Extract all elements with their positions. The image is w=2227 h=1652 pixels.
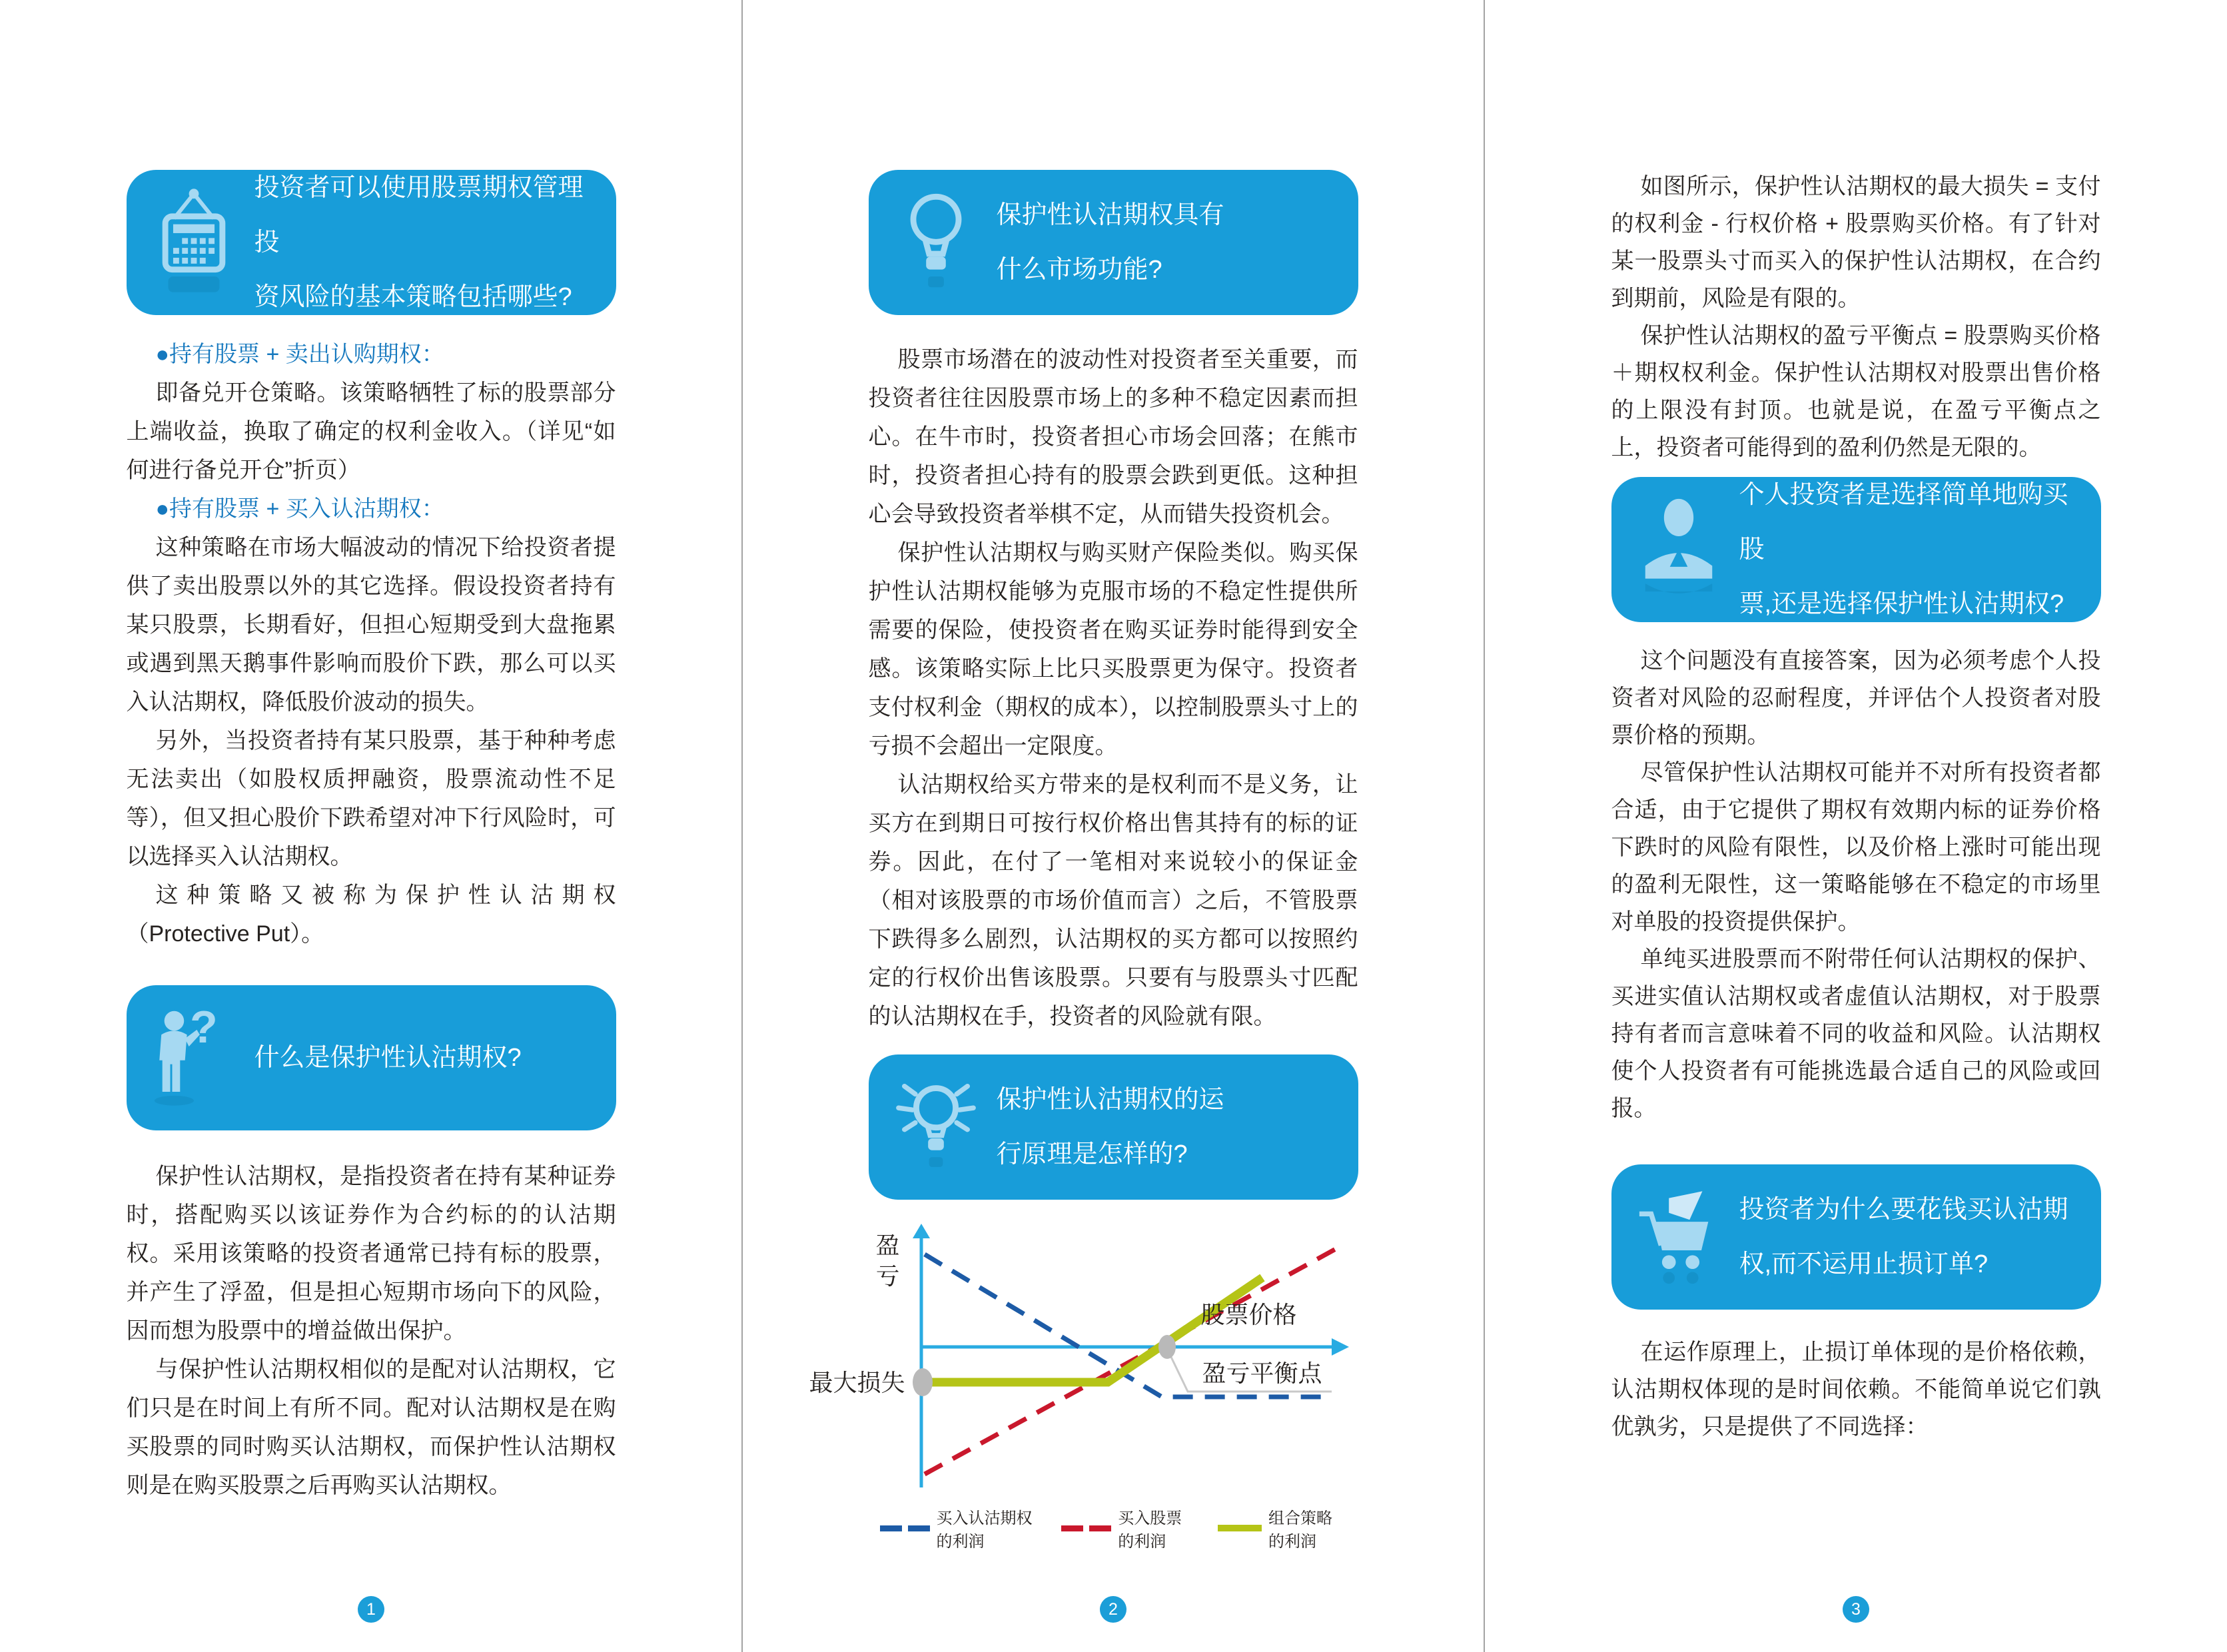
person-question-icon (144, 1001, 244, 1114)
strategy-heading-covered-call: ●持有股票 + 卖出认购期权： (155, 342, 444, 367)
paragraph: 股票市场潜在的波动性对投资者至关重要，而投资者往往因股票市场上的多种不稳定因素而担心。在牛市时，投资者担心市场会回落；在熊市时，投资者担心持有的股票会跌到更低。这种担心会导致投资者举棋不定，从而错失投资机会。 (868, 347, 1358, 527)
paragraph: 在运作原理上，止损订单体现的是价格依赖，认沽期权体现的是时间依赖。不能简单说它们孰优孰劣，只是提供了不同选择： (1611, 1340, 2101, 1440)
stock-line-swatch (1061, 1525, 1111, 1531)
max-loss-dot (913, 1368, 933, 1396)
paragraph: 尽管保护性认沽期权可能并不对所有投资者都合适，由于它提供了期权有效期内标的证券价格下跌时的风险有限性，以及价格上涨时可能出现的盈利无限性，这一策略能够在不稳定的市场里对单股的投资提供保护。 (1611, 760, 2101, 935)
question-title-line: 个人投资者是选择简单地购买股 (1739, 481, 2068, 564)
bust-icon-reflection (1645, 584, 1712, 594)
question-title (254, 1031, 522, 1085)
question-title-line: 什么是保护性认沽期权? (254, 1044, 522, 1072)
legend-item-put (880, 1505, 1039, 1551)
paragraph: 与保护性认沽期权相似的是配对认沽期权，它们只是在时间上有所不同。配对认沽期权是在购买股票的同时购买认沽期权，而保护性认沽期权则是在购买股票之后再购买认沽期权。 (126, 1357, 616, 1498)
combo-line-swatch (1218, 1525, 1262, 1531)
shopping-cart-icon (1629, 1180, 1729, 1294)
question-title-line: 保护性认沽期权的运 (996, 1086, 1224, 1114)
put-line-swatch (880, 1525, 930, 1531)
question-box-stock-or-protective-put (1611, 477, 2101, 622)
question-title-line: 票,还是选择保护性认沽期权? (1739, 590, 2064, 618)
question-box-market-function (869, 170, 1358, 315)
x-axis-arrow (1332, 1338, 1349, 1356)
y-axis-label: 盈亏 (875, 1232, 900, 1290)
svg-text:?: ? (189, 1002, 218, 1053)
panel-3 (1485, 0, 2227, 1652)
question-title (1739, 1182, 2068, 1292)
page-number-badge: 3 (1843, 1596, 1869, 1623)
question-title-line: 权,而不运用止损订单? (1739, 1250, 1989, 1278)
question-title (997, 1072, 1224, 1182)
paragraph: 这种策略又被称为保护性认沽期权（Protective Put）。 (126, 883, 616, 947)
chart-legend (869, 1505, 1358, 1551)
strategy-heading-protective-put: ●持有股票 + 买入认沽期权： (155, 496, 444, 522)
legend-label: 买入股票的利润 (1118, 1509, 1182, 1551)
question-title (997, 188, 1224, 297)
y-axis-arrow (913, 1224, 930, 1238)
lightbulb-rays-icon-reflection (929, 1157, 943, 1167)
payoff-chart (799, 1222, 1385, 1489)
panel-2 (742, 0, 1484, 1652)
lightbulb-icon-reflection (928, 276, 944, 287)
calendar-icon-reflection (168, 276, 219, 292)
max-loss-label: 最大损失 (809, 1369, 905, 1396)
lightbulb-icon (886, 186, 986, 299)
person-icon-reflection (154, 1096, 193, 1106)
investor-bust-icon (1629, 493, 1729, 606)
x-axis-label: 股票价格 (1200, 1301, 1297, 1328)
legend-label: 组合策略的利润 (1268, 1509, 1332, 1551)
question-title (1739, 468, 2086, 631)
question-title-line: 什么市场功能? (996, 256, 1162, 284)
paragraph: 这个问题没有直接答案，因为必须考虑个人投资者对风险的忍耐程度，并评估个人投资者对股票价格的预期。 (1611, 648, 2101, 748)
question-box-what-is-protective-put (127, 985, 616, 1130)
paragraph: 保护性认沽期权，是指投资者在持有某种证券时，搭配购买以该证券作为合约标的的认沽期权。采用该策略的投资者通常已持有标的股票，并产生了浮盈，但是担心短期市场向下的风险，因而想为股票中的增益做出保护。 (126, 1164, 616, 1344)
paragraph: 这种策略在市场大幅波动的情况下给投资者提供了卖出股票以外的其它选择。假设投资者持有某只股票，长期看好，但担心短期受到大盘拖累或遇到黑天鹅事件影响而股价下跌，那么可以买入认沽期权，降低股价波动的损失。 (126, 535, 616, 715)
legend-item-combo (1218, 1505, 1347, 1551)
question-box-how-it-works (869, 1054, 1358, 1200)
question-box-put-vs-stop-loss (1611, 1164, 2101, 1310)
paragraph: 如图所示，保护性认沽期权的最大损失 = 支付的权利金 - 行权价格 + 股票购买价格。有了针对某一股票头寸而买入的保护性认沽期权，在合约到期前，风险是有限的。 (1611, 174, 2101, 311)
question-title-line: 资风险的基本策略包括哪些? (254, 283, 572, 311)
paragraph: 单纯买进股票而不附带任何认沽期权的保护、买进实值认沽期权或者虚值认沽期权，对于股票持有者而言意味着不同的收益和风险。认沽期权使个人投资者有可能挑选最合适自己的风险或回报。 (1611, 947, 2101, 1121)
panel-1 (0, 0, 742, 1652)
question-title-line: 行原理是怎样的? (996, 1140, 1188, 1168)
question-title (254, 161, 602, 324)
legend-label: 买入认沽期权的利润 (936, 1509, 1033, 1551)
paragraph: 保护性认沽期权与购买财产保险类似。购买保护性认沽期权能够为克服市场的不稳定性提供所需要的保险，使投资者在购买证券时能得到安全感。该策略实际上比只买股票更为保守。投资者支付权利金（期权的成本），以控制股票头寸上的亏损不会超出一定限度。 (868, 540, 1358, 759)
question-box-basic-strategies (127, 170, 616, 315)
paragraph: 另外，当投资者持有某只股票，基于种种考虑无法卖出（如股权质押融资，股票流动性不足等），但又担心股价下跌希望对冲下行风险时，可以选择买入认沽期权。 (126, 728, 616, 869)
cart-icon-reflection (1663, 1272, 1675, 1284)
paragraph: 即备兑开仓策略。该策略牺牲了标的股票部分上端收益，换取了确定的权利金收入。（详见“如何进行备兑开仓”折页） (126, 380, 616, 483)
page-number-badge: 1 (358, 1596, 384, 1623)
paragraph: 保护性认沽期权的盈亏平衡点 = 股票购买价格＋期权权利金。保护性认沽期权对股票出售价格的上限没有封顶。也就是说，在盈亏平衡点之上，投资者可能得到的盈利仍然是无限的。 (1611, 323, 2101, 460)
question-title-line: 投资者为什么要花钱买认沽期 (1739, 1196, 2068, 1224)
question-title-line: 投资者可以使用股票期权管理投 (254, 174, 584, 256)
legend-item-stock (1061, 1505, 1195, 1551)
question-title-line: 保护性认沽期权具有 (996, 201, 1224, 229)
calendar-icon (144, 186, 244, 299)
paragraph: 认沽期权给买方带来的是权利而不是义务，让买方在到期日可按行权价格出售其持有的标的证券。因此，在付了一笔相对来说较小的保证金（相对该股票的市场价值而言）之后，不管股票下跌得多么剧烈，认沽期权的买方都可以按照约定的行权价出售该股票。只要有与股票头寸匹配的认沽期权在手，投资者的风险就有限。 (868, 772, 1358, 1029)
breakeven-dot (1158, 1335, 1176, 1359)
cart-icon-reflection (1686, 1272, 1698, 1284)
lightbulb-rays-icon (886, 1070, 986, 1184)
breakeven-label: 盈亏平衡点 (1202, 1360, 1322, 1387)
page-number-badge: 2 (1100, 1596, 1126, 1623)
